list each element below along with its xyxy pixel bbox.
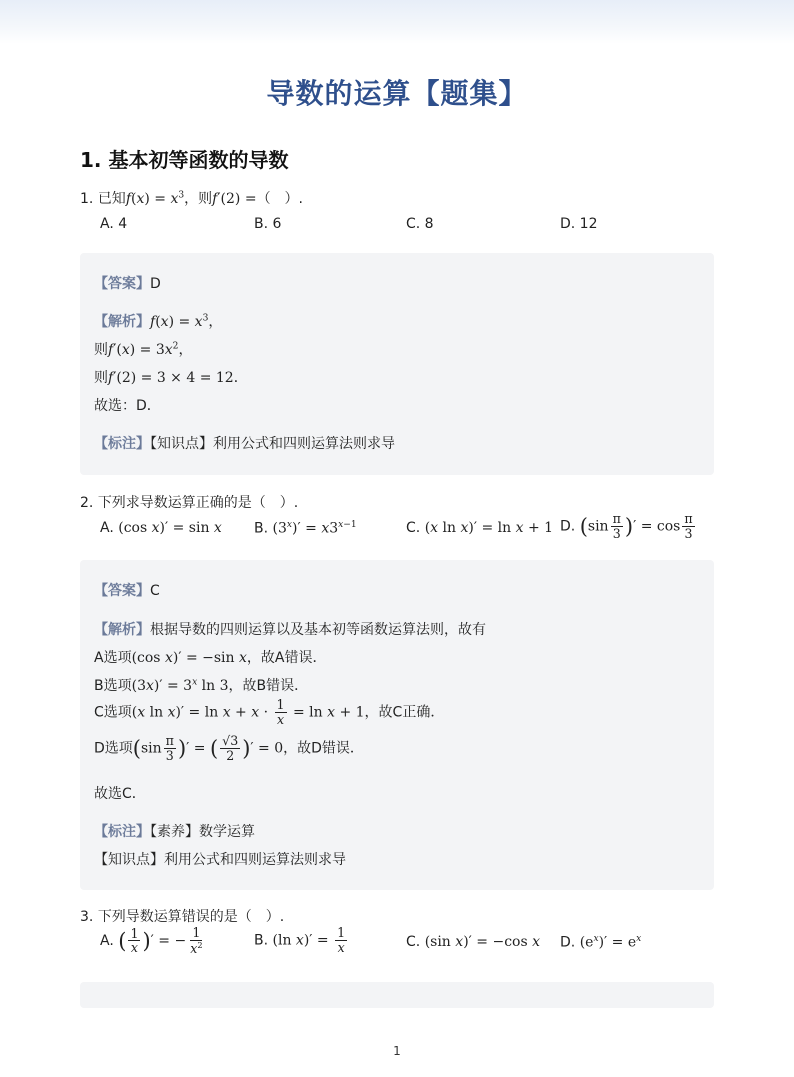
question-number: 2.	[80, 495, 94, 511]
answer-value: C	[150, 583, 160, 599]
choices-2	[100, 512, 720, 548]
section-heading: 1. 基本初等函数的导数	[80, 148, 289, 172]
answer-box-3	[80, 982, 714, 1008]
answer-box-2: 【答案】C 【解析】根据导数的四则运算以及基本初等函数运算法则，故有 A选项(cos x)′ = −sin x，故A错误． B选项$(3x)' = 3^x$ ln 3，故B错误． C选项(x ln x)′ = ln x + x · $\frac{1}{x}$ = ln x + 1，故C正确． D选项(sin $\frac{\pi}{3}$ )′ = ( $\frac{√3}{2}$ )′ = 0，故D错误． 故选C． 【标注】【素养】数学运算 【知识点】利用公式和四则运算法则求导	[80, 560, 714, 890]
question-number: 1.	[80, 191, 94, 207]
question-2: 2. 下列求导数运算正确的是（ ）.	[80, 495, 299, 511]
formula: f	[125, 191, 131, 207]
choice-d[interactable]: D. 12	[560, 216, 598, 232]
question-3: 3. 下列导数运算错误的是（ ）.	[80, 909, 285, 925]
page-title: 导数的运算【题集】	[266, 77, 528, 110]
header-band	[0, 0, 794, 44]
choice-c[interactable]: C. (x ln x)′ = ln x + 1	[406, 520, 554, 536]
answer-box-1: 【答案】D 【解析】$f(x) = x^3$， 则$f'(x) = 3x^2$， 则f′(2) = 3 × 4 = 12． 故选：D． 【标注】【知识点】利用公式和四则运算法则求导	[80, 253, 714, 475]
choice-b[interactable]: B. (ln x)′ = $\frac{1}{x}$	[254, 925, 346, 955]
choice-c[interactable]: C. 8	[406, 216, 434, 232]
choices-3	[100, 926, 720, 966]
choice-a[interactable]: A. (cos x)′ = sin x	[100, 520, 222, 536]
choice-d[interactable]: D. $(e^x)' = e^x$	[560, 934, 642, 951]
choice-c[interactable]: C. (sin x)′ = −cos x	[406, 934, 540, 950]
choice-b[interactable]: B. $(3^x)' = x3^{x-1}$	[254, 520, 357, 537]
question-number: 3.	[80, 909, 94, 925]
question-1: 1. 已知$f(x) = x^3$，则f′(2) =（ ）.	[80, 190, 304, 207]
choice-d[interactable]: D. (sin $\frac{\pi}{3}$ )′ = cos $\frac{\pi}{3}$	[560, 511, 693, 541]
choice-b[interactable]: B. 6	[254, 216, 282, 232]
page-number: 1	[393, 1044, 401, 1058]
answer-value: D	[150, 276, 161, 292]
choice-a[interactable]: A. 4	[100, 216, 128, 232]
choice-a[interactable]: A. ( $\frac{1}{x}$ )′ = − $\frac{1}{x^2}$	[100, 925, 203, 957]
